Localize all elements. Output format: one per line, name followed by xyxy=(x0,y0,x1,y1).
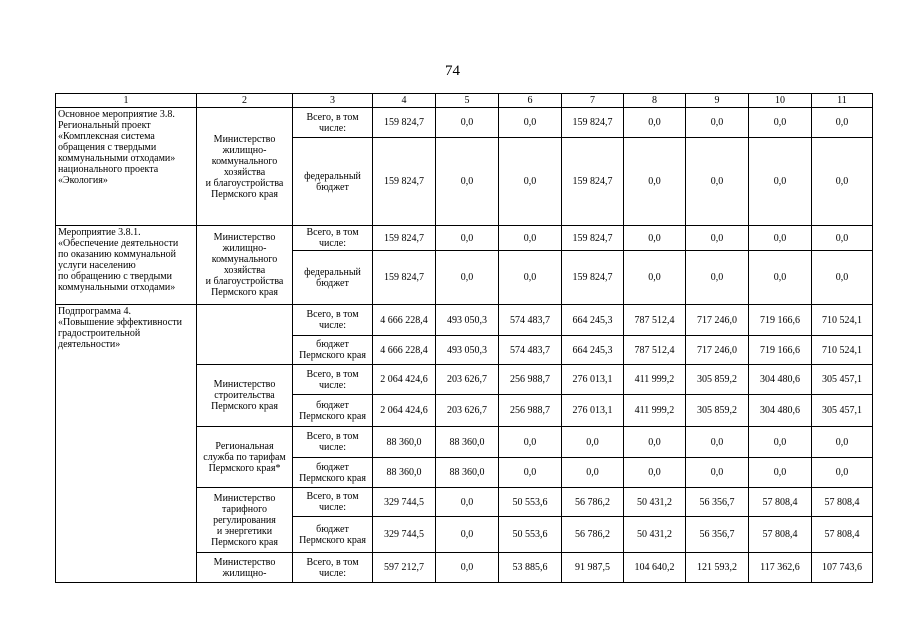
responsible-agency xyxy=(197,553,293,583)
value-cell: 0,0 xyxy=(812,458,873,488)
value-cell: 50 431,2 xyxy=(624,488,686,517)
responsible-agency-text: Министерство жилищно- коммунального хозяйства и благоустройства Пермского края xyxy=(205,133,284,200)
value-cell: 53 885,6 xyxy=(499,553,562,583)
value-cell: 91 987,5 xyxy=(562,553,624,583)
funding-source-text: Всего, в том числе: xyxy=(306,227,359,249)
funding-source xyxy=(293,488,373,517)
value-cell: 0,0 xyxy=(812,226,873,251)
responsible-agency xyxy=(197,226,293,305)
funding-source xyxy=(293,305,373,336)
value-cell: 304 480,6 xyxy=(749,395,812,427)
value-cell: 203 626,7 xyxy=(436,395,499,427)
value-cell: 57 808,4 xyxy=(812,488,873,517)
value-cell: 0,0 xyxy=(812,108,873,138)
value-cell: 0,0 xyxy=(499,458,562,488)
header-row xyxy=(56,94,873,108)
value-cell: 88 360,0 xyxy=(436,427,499,458)
funding-source-text: Всего, в том числе: xyxy=(306,556,359,579)
measure-name xyxy=(56,226,197,305)
value-cell: 56 786,2 xyxy=(562,517,624,553)
value-cell: 0,0 xyxy=(562,458,624,488)
column-header: 7 xyxy=(562,94,624,108)
value-cell: 0,0 xyxy=(624,226,686,251)
value-cell: 0,0 xyxy=(749,226,812,251)
funding-source xyxy=(293,517,373,553)
funding-source xyxy=(293,458,373,488)
value-cell: 2 064 424,6 xyxy=(373,395,436,427)
funding-source xyxy=(293,251,373,305)
value-cell: 305 859,2 xyxy=(686,395,749,427)
responsible-agency xyxy=(197,488,293,553)
value-cell: 0,0 xyxy=(499,251,562,305)
funding-source-text: Всего, в том числе: xyxy=(306,368,359,391)
value-cell: 305 457,1 xyxy=(812,365,873,395)
responsible-agency xyxy=(197,305,293,365)
value-cell: 664 245,3 xyxy=(562,336,624,365)
value-cell: 159 824,7 xyxy=(373,251,436,305)
value-cell: 787 512,4 xyxy=(624,305,686,336)
funding-source-text: федеральный бюджет xyxy=(304,266,361,289)
responsible-agency-text: Министерство жилищно- xyxy=(213,556,276,579)
value-cell: 0,0 xyxy=(436,517,499,553)
funding-source xyxy=(293,365,373,395)
funding-source xyxy=(293,336,373,365)
value-cell: 787 512,4 xyxy=(624,336,686,365)
value-cell: 0,0 xyxy=(624,251,686,305)
value-cell: 0,0 xyxy=(812,138,873,226)
value-cell: 0,0 xyxy=(749,427,812,458)
funding-source xyxy=(293,226,373,251)
value-cell: 0,0 xyxy=(499,427,562,458)
funding-source-text: бюджет Пермского края xyxy=(299,339,366,361)
column-header: 5 xyxy=(436,94,499,108)
value-cell: 0,0 xyxy=(436,226,499,251)
value-cell: 719 166,6 xyxy=(749,305,812,336)
value-cell: 56 356,7 xyxy=(686,517,749,553)
column-header: 6 xyxy=(499,94,562,108)
funding-source-text: Всего, в том числе: xyxy=(306,491,359,513)
measure-name xyxy=(56,305,197,583)
value-cell: 0,0 xyxy=(686,251,749,305)
value-cell: 0,0 xyxy=(812,251,873,305)
column-header: 2 xyxy=(197,94,293,108)
value-cell: 305 457,1 xyxy=(812,395,873,427)
value-cell: 50 553,6 xyxy=(499,517,562,553)
value-cell: 256 988,7 xyxy=(499,395,562,427)
funding-source-text: Всего, в том числе: xyxy=(306,431,359,453)
responsible-agency xyxy=(197,108,293,226)
value-cell: 717 246,0 xyxy=(686,305,749,336)
funding-source xyxy=(293,108,373,138)
value-cell: 329 744,5 xyxy=(373,517,436,553)
measure-name-text: Основное мероприятие 3.8. Региональный проект «Комплексная система обращения с твердыми коммунальными отходами» национального проекта «Экология» xyxy=(58,109,176,186)
value-cell: 88 360,0 xyxy=(373,427,436,458)
funding-source-text: Всего, в том числе: xyxy=(306,309,359,331)
value-cell: 0,0 xyxy=(812,427,873,458)
value-cell: 107 743,6 xyxy=(812,553,873,583)
value-cell: 0,0 xyxy=(436,108,499,138)
value-cell: 411 999,2 xyxy=(624,365,686,395)
value-cell: 159 824,7 xyxy=(562,108,624,138)
value-cell: 159 824,7 xyxy=(373,226,436,251)
value-cell: 121 593,2 xyxy=(686,553,749,583)
responsible-agency-text: Министерство тарифного регулирования и энергетики Пермского края xyxy=(211,492,278,548)
column-header: 11 xyxy=(812,94,873,108)
value-cell: 203 626,7 xyxy=(436,365,499,395)
value-cell: 56 356,7 xyxy=(686,488,749,517)
value-cell: 710 524,1 xyxy=(812,305,873,336)
column-header: 8 xyxy=(624,94,686,108)
value-cell: 256 988,7 xyxy=(499,365,562,395)
value-cell: 0,0 xyxy=(624,458,686,488)
value-cell: 159 824,7 xyxy=(562,226,624,251)
value-cell: 159 824,7 xyxy=(373,108,436,138)
value-cell: 0,0 xyxy=(436,553,499,583)
value-cell: 0,0 xyxy=(686,458,749,488)
funding-source-text: Всего, в том числе: xyxy=(306,111,359,134)
funding-source-text: бюджет Пермского края xyxy=(299,523,366,546)
value-cell: 719 166,6 xyxy=(749,336,812,365)
responsible-agency-text: Министерство жилищно- коммунального хозяйства и благоустройства Пермского края xyxy=(205,232,284,298)
value-cell: 159 824,7 xyxy=(562,251,624,305)
value-cell: 159 824,7 xyxy=(562,138,624,226)
value-cell: 0,0 xyxy=(562,427,624,458)
measure-name-text: Подпрограмма 4. «Повышение эффективности градостроительной деятельности» xyxy=(58,306,182,350)
responsible-agency xyxy=(197,365,293,427)
value-cell: 0,0 xyxy=(499,108,562,138)
value-cell: 276 013,1 xyxy=(562,395,624,427)
value-cell: 0,0 xyxy=(624,108,686,138)
value-cell: 411 999,2 xyxy=(624,395,686,427)
value-cell: 493 050,3 xyxy=(436,305,499,336)
value-cell: 0,0 xyxy=(749,458,812,488)
value-cell: 57 808,4 xyxy=(749,488,812,517)
value-cell: 329 744,5 xyxy=(373,488,436,517)
funding-source xyxy=(293,395,373,427)
funding-source xyxy=(293,427,373,458)
funding-source xyxy=(293,138,373,226)
column-header: 9 xyxy=(686,94,749,108)
value-cell: 717 246,0 xyxy=(686,336,749,365)
responsible-agency-text: Министерство строительства Пермского края xyxy=(211,379,278,412)
value-cell: 664 245,3 xyxy=(562,305,624,336)
value-cell: 0,0 xyxy=(686,226,749,251)
value-cell: 574 483,7 xyxy=(499,336,562,365)
value-cell: 88 360,0 xyxy=(436,458,499,488)
value-cell: 0,0 xyxy=(436,251,499,305)
column-header: 3 xyxy=(293,94,373,108)
value-cell: 276 013,1 xyxy=(562,365,624,395)
value-cell: 104 640,2 xyxy=(624,553,686,583)
value-cell: 0,0 xyxy=(686,427,749,458)
table-row xyxy=(56,226,873,251)
value-cell: 0,0 xyxy=(499,138,562,226)
value-cell: 493 050,3 xyxy=(436,336,499,365)
value-cell: 2 064 424,6 xyxy=(373,365,436,395)
value-cell: 0,0 xyxy=(499,226,562,251)
value-cell: 50 431,2 xyxy=(624,517,686,553)
funding-source-text: бюджет Пермского края xyxy=(299,461,366,484)
column-header: 1 xyxy=(56,94,197,108)
value-cell: 0,0 xyxy=(624,138,686,226)
value-cell: 0,0 xyxy=(749,108,812,138)
value-cell: 0,0 xyxy=(436,488,499,517)
value-cell: 0,0 xyxy=(686,108,749,138)
column-header: 10 xyxy=(749,94,812,108)
value-cell: 117 362,6 xyxy=(749,553,812,583)
value-cell: 57 808,4 xyxy=(812,517,873,553)
table-row xyxy=(56,305,873,336)
table-body xyxy=(56,94,873,583)
value-cell: 4 666 228,4 xyxy=(373,336,436,365)
funding-source-text: бюджет Пермского края xyxy=(299,399,366,422)
measure-name xyxy=(56,108,197,226)
value-cell: 0,0 xyxy=(436,138,499,226)
value-cell: 0,0 xyxy=(749,251,812,305)
value-cell: 597 212,7 xyxy=(373,553,436,583)
funding-source xyxy=(293,553,373,583)
value-cell: 710 524,1 xyxy=(812,336,873,365)
value-cell: 0,0 xyxy=(686,138,749,226)
value-cell: 305 859,2 xyxy=(686,365,749,395)
value-cell: 56 786,2 xyxy=(562,488,624,517)
budget-table xyxy=(55,93,873,583)
value-cell: 574 483,7 xyxy=(499,305,562,336)
value-cell: 304 480,6 xyxy=(749,365,812,395)
value-cell: 50 553,6 xyxy=(499,488,562,517)
measure-name-text: Мероприятие 3.8.1. «Обеспечение деятельности по оказанию коммунальной услуги населению по обращению с твердыми коммунальными отходами» xyxy=(58,227,179,293)
funding-source-text: федеральный бюджет xyxy=(304,170,361,193)
value-cell: 4 666 228,4 xyxy=(373,305,436,336)
value-cell: 57 808,4 xyxy=(749,517,812,553)
responsible-agency xyxy=(197,427,293,488)
value-cell: 159 824,7 xyxy=(373,138,436,226)
value-cell: 88 360,0 xyxy=(373,458,436,488)
value-cell: 0,0 xyxy=(749,138,812,226)
column-header: 4 xyxy=(373,94,436,108)
page-number: 74 xyxy=(445,63,460,79)
responsible-agency-text: Региональная служба по тарифам Пермского края* xyxy=(203,440,286,474)
table-row xyxy=(56,108,873,138)
value-cell: 0,0 xyxy=(624,427,686,458)
